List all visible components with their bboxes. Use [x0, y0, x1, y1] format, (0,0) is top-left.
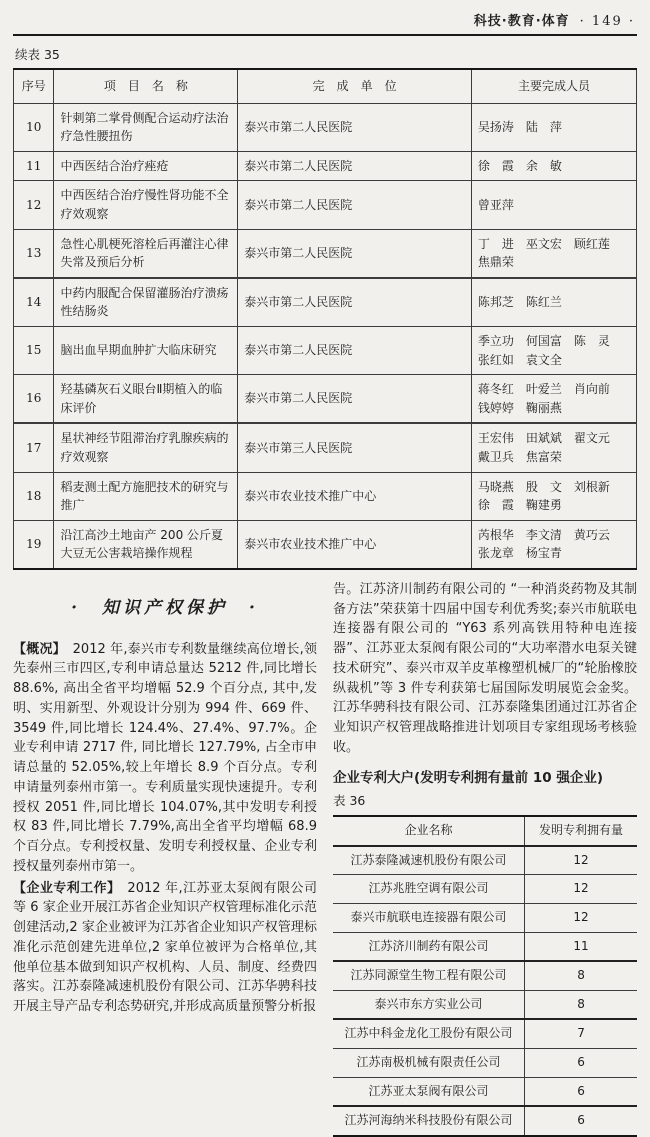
- left-column: [13, 580, 317, 1137]
- ip-section-title: · 知识产权保护 ·: [71, 597, 259, 618]
- table-row: [333, 875, 637, 904]
- patent-top10-table: [333, 815, 637, 1137]
- table-row: [14, 375, 637, 424]
- table-row: [14, 326, 637, 374]
- personnel-cell: 陈邦芝 陈红兰: [471, 278, 636, 327]
- personnel-cell: 蒋冬红 叶爱兰 肖向前 钱婷婷 鞠丽燕: [471, 375, 636, 424]
- count-cell: 12: [525, 875, 637, 904]
- table-row: [333, 990, 637, 1019]
- unit-cell: 泰兴市第二人民医院: [238, 181, 472, 229]
- company-cell: 江苏泰隆减速机股份有限公司: [333, 846, 525, 875]
- two-column-text-region: [13, 580, 637, 1137]
- count-cell: 6: [525, 1106, 637, 1136]
- table-row: [14, 278, 637, 327]
- company-cell: 泰兴市东方实业公司: [333, 990, 525, 1019]
- project-cell: 沿江高沙土地亩产 200 公斤夏大豆无公害栽培操作规程: [54, 520, 238, 569]
- unit-cell: 泰兴市第二人民医院: [238, 229, 472, 278]
- project-cell: 羟基磷灰石义眼台Ⅱ期植入的临床评价: [54, 375, 238, 424]
- unit-cell: 泰兴市第二人民医院: [238, 326, 472, 374]
- science-projects-table: [13, 68, 637, 570]
- unit-cell: 泰兴市农业技术推广中心: [238, 520, 472, 569]
- enterprise-patent-label: 【企业专利工作】: [13, 880, 114, 896]
- no-cell: 15: [14, 326, 54, 374]
- table-row: [333, 961, 637, 990]
- unit-cell: 泰兴市第二人民医院: [238, 103, 472, 151]
- count-cell: 7: [525, 1019, 637, 1048]
- unit-cell: 泰兴市第二人民医院: [238, 375, 472, 424]
- table-row: [14, 229, 637, 278]
- header-company: 企业名称: [333, 816, 525, 846]
- continued-table-label: 续表 35: [15, 47, 60, 62]
- company-cell: 泰兴市航联电连接器有限公司: [333, 903, 525, 932]
- personnel-cell: 季立功 何国富 陈 灵 张红如 袁文全: [471, 326, 636, 374]
- patent-top10-title: 企业专利大户(发明专利拥有量前 10 强企业): [333, 769, 604, 786]
- no-cell: 12: [14, 181, 54, 229]
- personnel-cell: 马晓燕 殷 文 刘根新 徐 霞 鞠建勇: [471, 472, 636, 520]
- personnel-cell: 王宏伟 田斌斌 翟文元 戴卫兵 焦富荣: [471, 423, 636, 472]
- table-row: [14, 181, 637, 229]
- header-unit: 完 成 单 位: [238, 69, 472, 103]
- no-cell: 16: [14, 375, 54, 424]
- table-row: [14, 423, 637, 472]
- no-cell: 19: [14, 520, 54, 569]
- company-cell: 江苏同源堂生物工程有限公司: [333, 961, 525, 990]
- no-cell: 11: [14, 151, 54, 181]
- running-head: [13, 8, 637, 36]
- unit-cell: 泰兴市第三人民医院: [238, 423, 472, 472]
- project-cell: 急性心肌梗死溶栓后再灌注心律失常及预后分析: [54, 229, 238, 278]
- company-cell: 江苏亚太泵阀有限公司: [333, 1077, 525, 1106]
- project-cell: 中西医结合治疗痤疮: [54, 151, 238, 181]
- table-row: [333, 1048, 637, 1077]
- project-cell: 针刺第二掌骨侧配合运动疗法治疗急性腰扭伤: [54, 103, 238, 151]
- table-header-row: [333, 816, 637, 846]
- header-project: 项 目 名 称: [54, 69, 238, 103]
- count-cell: 8: [525, 990, 637, 1019]
- company-cell: 江苏南极机械有限责任公司: [333, 1048, 525, 1077]
- project-cell: 脑出血早期血肿扩大临床研究: [54, 326, 238, 374]
- count-cell: 6: [525, 1077, 637, 1106]
- table-row: [333, 903, 637, 932]
- count-cell: 6: [525, 1048, 637, 1077]
- personnel-cell: 徐 霞 余 敏: [471, 151, 636, 181]
- unit-cell: 泰兴市第二人民医院: [238, 151, 472, 181]
- no-cell: 18: [14, 472, 54, 520]
- project-cell: 稻麦测土配方施肥技术的研究与推广: [54, 472, 238, 520]
- personnel-cell: 吴扬涛 陆 萍: [471, 103, 636, 151]
- no-cell: 14: [14, 278, 54, 327]
- personnel-cell: 丁 进 巫文宏 顾红莲 焦鼎荣: [471, 229, 636, 278]
- count-cell: 11: [525, 932, 637, 961]
- table-row: [333, 846, 637, 875]
- table36-label: 表 36: [333, 793, 366, 809]
- table-row: [14, 103, 637, 151]
- table-row: [333, 932, 637, 961]
- company-cell: 江苏兆胜空调有限公司: [333, 875, 525, 904]
- enterprise-patent-paragraph: [13, 879, 317, 1017]
- table-header-row: [14, 69, 637, 103]
- running-head-section: 科技·教育·体育: [473, 14, 570, 29]
- project-cell: 中西医结合治疗慢性肾功能不全疗效观察: [54, 181, 238, 229]
- project-cell: 星状神经节阻滞治疗乳腺疾病的疗效观察: [54, 423, 238, 472]
- table-row: [333, 1106, 637, 1136]
- count-cell: 12: [525, 903, 637, 932]
- table-row: [333, 1077, 637, 1106]
- no-cell: 10: [14, 103, 54, 151]
- unit-cell: 泰兴市第二人民医院: [238, 278, 472, 327]
- company-cell: 江苏河海纳米科技股份有限公司: [333, 1106, 525, 1136]
- header-patent-count: 发明专利拥有量: [539, 823, 624, 838]
- page-number: · 149 ·: [579, 14, 635, 29]
- table-row: [333, 1019, 637, 1048]
- no-cell: 17: [14, 423, 54, 472]
- count-cell: 12: [525, 846, 637, 875]
- header-personnel: 主要完成人员: [471, 69, 636, 103]
- table-row: [14, 520, 637, 569]
- personnel-cell: 曾亚萍: [471, 181, 636, 229]
- right-column: [333, 580, 637, 1137]
- overview-label: 【概况】: [13, 641, 60, 657]
- project-cell: 中药内服配合保留灌肠治疗溃疡性结肠炎: [54, 278, 238, 327]
- unit-cell: 泰兴市农业技术推广中心: [238, 472, 472, 520]
- enterprise-patent-text-left: 2012 年,江苏亚太泵阀有限公司等 6 家企业开展江苏省企业知识产权管理标准化示范创建活动,2 家企业被评为江苏省企业知识产权管理标准化示范创建先进单位,2 家单位被评为合格单位,其他单位基本做到知识产权机构、人员、制度、经费四落实。江苏泰隆减速机股份有限公司、江苏华骋科技开展主导产品专利态势研究,并形成高质量预警分析报: [13, 880, 317, 1015]
- count-cell: 8: [525, 961, 637, 990]
- no-cell: 13: [14, 229, 54, 278]
- company-cell: 江苏中科金龙化工股份有限公司: [333, 1019, 525, 1048]
- personnel-cell: 芮根华 李文清 黄巧云 张龙章 杨宝青: [471, 520, 636, 569]
- header-no: 序号: [14, 69, 54, 103]
- overview-paragraph: [13, 640, 317, 877]
- overview-text: 2012 年,泰兴市专利数量继续高位增长,领先泰州三市四区,专利申请总量达 5212 件,同比增长 88.6%, 高出全省平均增幅 52.9 个百分点, 其中,发明、实用新型、外观设计分别为 994 件、669 件、3549 件,同比增长 124.4%、27.4%、97.7%。企业专利申请 2717 件, 同比增长 127.79%, 占全市申请总量的 52.05%,较上年增长 8.9 个百分点。专利申请量列泰州市第一。专利质量实现快速提升。专利授权 2051 件,同比增长 104.07%,其中发明专利授权 83 件,同比增长 7.79%,高出全省平均增幅 68.9 个百分点。专利授权量、发明专利授权量、企业专利授权量列泰州市第一。: [13, 641, 317, 874]
- table-row: [14, 151, 637, 181]
- company-cell: 江苏济川制药有限公司: [333, 932, 525, 961]
- enterprise-patent-text-continued: 告。江苏济川制药有限公司的 “一种消炎药物及其制备方法”荣获第十四届中国专利优秀奖;泰兴市航联电连接器有限公司的 “Y63 系列高铁用特种电连接器”、江苏亚太泵阀有限公司的“大功率潜水电泵关键技术研究”、泰兴市双羊皮革橡塑机械厂的“轮胎橡胶纵裁机”等 3 件专利获第七届国际发明展览会金奖。江苏华骋科技有限公司、江苏泰隆集团通过江苏省企业知识产权管理战略推进计划项目专家组现场考核验收。: [333, 581, 637, 755]
- table-row: [14, 472, 637, 520]
